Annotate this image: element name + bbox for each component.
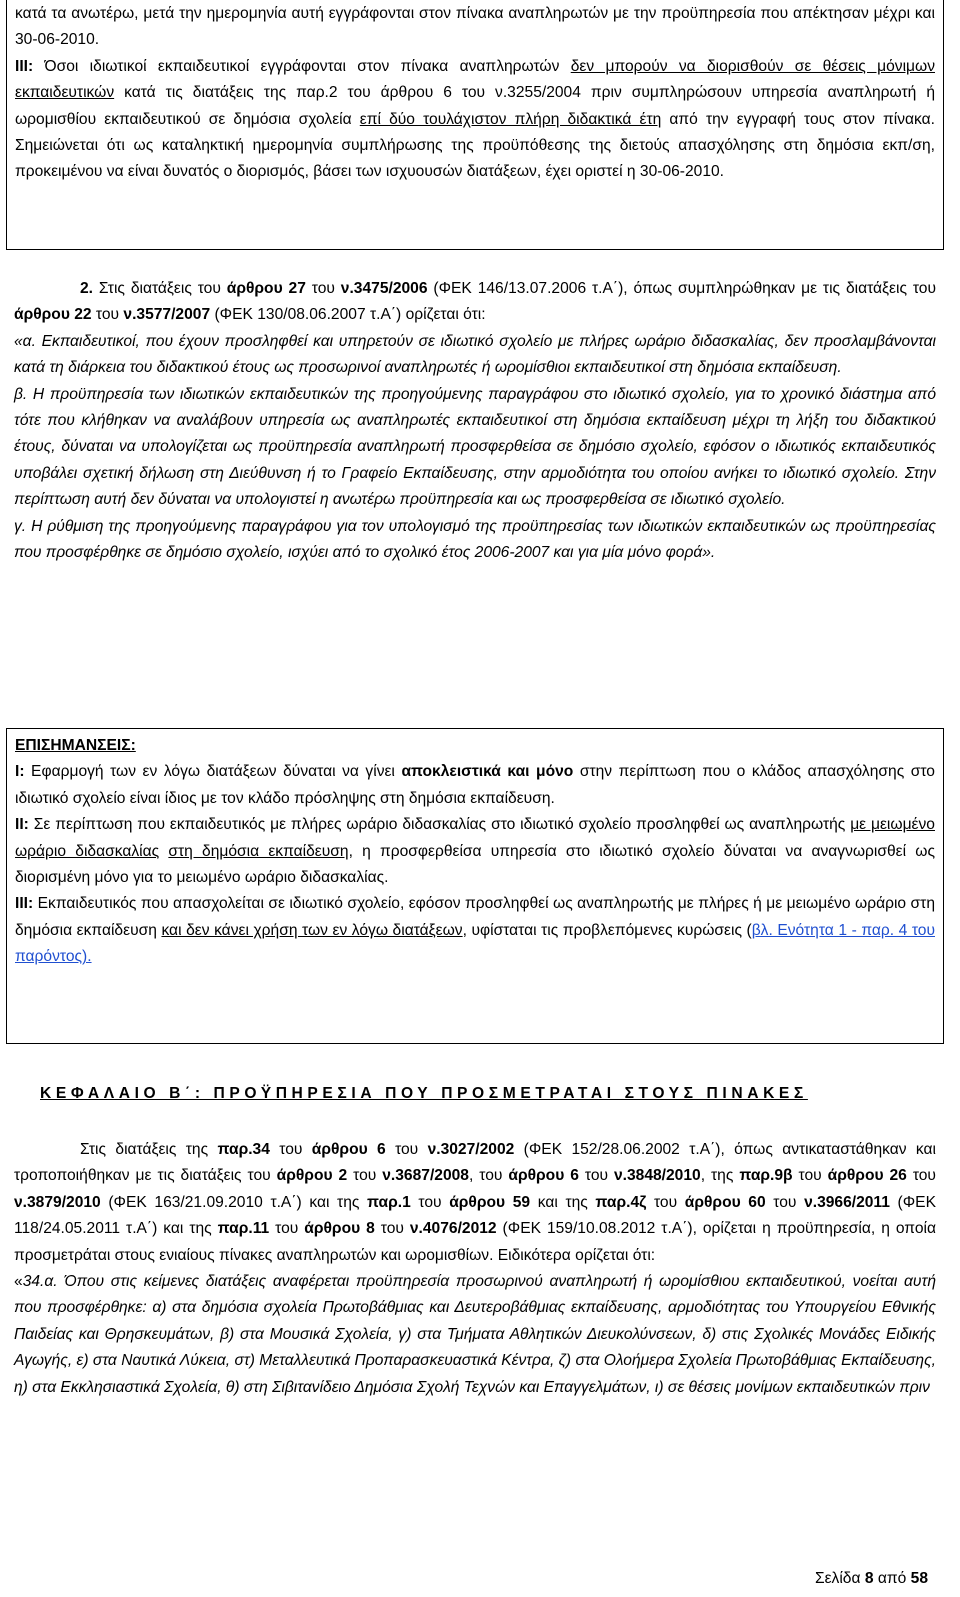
text: , της [700, 1167, 740, 1185]
bold-text: αποκλειστικά και μόνο [401, 763, 574, 781]
clause-beta [14, 382, 936, 514]
text: του [410, 1193, 450, 1211]
text [159, 843, 168, 860]
bold-text: άρθρου 27 [226, 280, 306, 297]
text: και της [530, 1193, 596, 1211]
note-i [15, 759, 935, 812]
bold-text: άρθρου 26 [827, 1167, 907, 1185]
text: του [792, 1167, 828, 1185]
notice-box-continuation [6, 0, 944, 250]
text: (ΦΕΚ 163/21.09.2010 τ.Α΄) και της [100, 1193, 368, 1211]
underlined-text: στη δημόσια εκπαίδευση [168, 842, 349, 860]
italic-text: 34.α. Όπου στις κείμενες διατάξεις αναφέρεται προϋπηρεσία προσωρινού αναπληρωτή ή ωρομίσθιου εκπαιδευτικού, νοείται αυτή που προσφέρθηκε: α) στα δημόσια σχολεία Πρωτοβάθμιας και Δευτεροβάθμιας εκπαίδευσης, αρμοδιότητας του Υπουργείου Εθνικής Παιδείας και Θρησκευμάτων, β) στα Μουσικά Σχολεία, γ) στα Τμήματα Αθλητικών Διευκολύνσεων, δ) στις Σχολικές Μονάδες Ειδικής Αγωγής, ε) στα Ναυτικά Λύκεια, στ) Μεταλλευτικά Προπαρασκευαστικά Κέντρα, ζ) στα Ολοήμερα Σχολεία Πρωτοβάθμιας Εκπαίδευσης, η) στα Εκκλησιαστικά Σχολεία, θ) στη Σιβιτανίδειο Δημόσια Σχολή Τεχνών και Επαγγελμάτων, ι) σε θέσεις μονίμων εκπαιδευτικών πριν [14, 1273, 936, 1396]
underlined-text: και δεν κάνει χρήση των εν λόγω διατάξεων [161, 921, 463, 939]
text: από [873, 1570, 911, 1587]
italic-text: γ. Η ρύθμιση της προηγούμενης παραγράφου για τον υπολογισμό της προϋπηρεσίας των ιδιωτικών εκπαιδευτικών ως προϋπηρεσίας που προσφέρθηκε σε δημόσιο σχολείο, ισχύει από το σχολικό έτος 2006-2007 και για μία μόνο φορά». [14, 517, 936, 562]
bold-text: παρ.1 [367, 1193, 411, 1211]
text: του [305, 280, 341, 297]
text: του [906, 1167, 936, 1185]
bold-text: ν.4076/2012 [409, 1220, 497, 1238]
notes-heading [15, 733, 935, 759]
text: του [385, 1141, 428, 1158]
bold-text: ν.3879/2010 [14, 1193, 101, 1211]
text: , υφίσταται τις προβλεπόμενες κυρώσεις ( [462, 921, 752, 939]
text: του [269, 1141, 312, 1158]
label: ΙΙΙ: [15, 895, 34, 913]
bold-text: άρθρου 6 [311, 1141, 386, 1158]
section-2 [14, 276, 936, 566]
text: Στις διατάξεις της [80, 1141, 218, 1158]
page-number: 8 [864, 1570, 874, 1587]
bold-text: παρ.11 [217, 1220, 270, 1238]
bold-text: ν.3475/2006 [340, 280, 428, 297]
underlined-text: με μειωμένο ωράριο διδασκαλίας [15, 816, 935, 860]
text: του [646, 1193, 685, 1211]
bold-text: άρθρου 22 [14, 306, 92, 324]
text: του [765, 1193, 805, 1211]
note-ii [15, 812, 935, 891]
bold-text: ν.3687/2008 [382, 1167, 469, 1185]
text: (ΦΕΚ 130/08.06.2007 τ.Α΄) ορίζεται ότι: [210, 306, 486, 324]
clause-alpha [14, 329, 936, 382]
bold-text: ν.3027/2002 [427, 1141, 515, 1158]
chapter-intro [14, 1137, 936, 1269]
text: από την εγγραφή τους στον πίνακα. Σημειώνεται ότι ως καταληκτική ημερομηνία συμπλήρωσης της προϋπόθεσης της διετούς απασχόλησης στη δημόσια εκπ/ση, προκειμένου να είναι δυνατός ο διορισμός, βάσει των ισχυουσών διατάξεων, έχει οριστεί η 30-06-2010. [15, 110, 935, 181]
quote-mark: « [14, 1273, 23, 1291]
text: Στις διατάξεις του [93, 280, 227, 297]
text: του [374, 1220, 410, 1238]
clause-34a [14, 1269, 936, 1401]
text: , η προσφερθείσα υπηρεσία στο ιδιωτικό σχολείο δύναται να αναγνωρισθεί ως διορισμένη μόνο για το μειωμένο ωράριο διδασκαλίας. [15, 842, 935, 887]
label: ΙΙΙ: [15, 57, 34, 75]
bold-text: ν.3577/2007 [123, 306, 211, 324]
text: του [347, 1167, 383, 1185]
page-footer [815, 1566, 928, 1592]
bold-text: άρθρου 60 [684, 1193, 766, 1211]
text: κατά τα ανωτέρω, μετά την ημερομηνία αυτή εγγράφονται στον πίνακα αναπληρωτών με την προϋπηρεσία που απέκτησαν μέχρι και 30-06-2010. [15, 5, 935, 49]
italic-text: «α. Εκπαιδευτικοί, που έχουν προσληφθεί και υπηρετούν σε ιδιωτικό σχολείο με πλήρες ωράριο διδασκαλίας, δεν προσλαμβάνονται κατά τη διάρκεια του διδακτικού έτους ως προσωρινοί αναπληρωτές ή ωρομίσθιοι εκπαιδευτικοί στη δημόσια εκπαίδευση. [14, 332, 936, 377]
text: (ΦΕΚ 146/13.07.2006 τ.Α΄), όπως συμπληρώθηκαν με τις διατάξεις του [427, 280, 936, 297]
bold-text: άρθρου 8 [304, 1220, 375, 1238]
bold-text: ν.3848/2010 [613, 1167, 701, 1185]
bold-text: άρθρου 2 [276, 1167, 348, 1185]
chapter-title: ΚΕΦΑΛΑΙΟ Β΄: ΠΡΟΫΠΗΡΕΣΙΑ ΠΟΥ ΠΡΟΣΜΕΤΡΑΤΑΙ ΣΤΟΥΣ ΠΙΝΑΚΕΣ [40, 1085, 808, 1102]
bold-text: παρ.34 [217, 1141, 270, 1158]
text: του [269, 1220, 305, 1238]
notes-box [6, 728, 944, 1044]
text: , του [468, 1167, 509, 1185]
bold-text: παρ.9β [739, 1167, 793, 1185]
page-total: 58 [910, 1570, 928, 1587]
note-iii [15, 891, 935, 970]
section-2-intro [14, 276, 936, 329]
clause-gamma [14, 514, 936, 567]
underlined-text: επί δύο τουλάχιστον πλήρη διδακτικά έτη [359, 110, 662, 128]
text: Εκπαιδευτικός που απασχολείται σε ιδιωτικό σχολείο, εφόσον προσληφθεί ως αναπληρωτής με πλήρες ή με μειωμένο ωράριο στη δημόσια εκπαίδευση [15, 895, 935, 939]
paragraph-iii [15, 54, 935, 186]
bold-text: άρθρου 6 [508, 1167, 579, 1185]
text: του [578, 1167, 614, 1185]
label: Ι: [15, 763, 25, 781]
underlined-text: δεν μπορούν να διορισθούν σε θέσεις μόνιμων εκπαιδευτικών [15, 57, 935, 102]
cross-reference-link[interactable]: βλ. Ενότητα 1 - παρ. 4 του παρόντος). [15, 921, 935, 966]
text: κατά τις διατάξεις της παρ.2 του άρθρου 6 του ν.3255/2004 πριν συμπληρώσουν υπηρεσία αναπληρωτή ή ωρομισθίου εκπαιδευτικού σε δημόσια σχολεία [15, 84, 935, 128]
bold-text: παρ.4ζ [595, 1193, 647, 1211]
text: του [91, 306, 124, 324]
chapter-body [14, 1137, 936, 1401]
italic-text: β. Η προϋπηρεσία των ιδιωτικών εκπαιδευτικών της προηγούμενης παραγράφου στο ιδιωτικό σχολείο, για το χρονικό διάστημα από τότε που κλήθηκαν να αναλάβουν υπηρεσία ως αναπληρωτές εκπαιδευτικοί στη δημόσια εκπαίδευση μέχρι τη λήξη του διδακτικού έτους, δύναται να υπολογίζεται ως προϋπηρεσία αναπληρωτή προσφερθείσα σε δημόσιο σχολείο, εφόσον ο ιδιωτικός εκπαιδευτικός υποβάλει σχετική δήλωση στη Διεύθυνση ή το Γραφείο Εκπαίδευσης, στην αρμοδιότητα του οποίου ανήκει το ιδιωτικό σχολείο. Στην περίπτωση αυτή δεν δύναται να υπολογιστεί η ανωτέρω προϋπηρεσία και ως προσφερθείσα σε ιδιωτικό σχολείο. [14, 385, 936, 509]
text: (ΦΕΚ 152/28.06.2002 τ.Α΄), όπως αντικαταστάθηκαν και τροποποιήθηκαν με τις διατάξεις του [14, 1141, 937, 1185]
heading-text: ΕΠΙΣΗΜΑΝΣΕΙΣ: [15, 737, 136, 754]
text: Εφαρμογή των εν λόγω διατάξεων δύναται να γίνει [24, 763, 402, 781]
text: Σελίδα [814, 1570, 865, 1587]
text: Όσοι ιδιωτικοί εκπαιδευτικοί εγγράφονται στον πίνακα αναπληρωτών [33, 57, 571, 75]
text: (ΦΕΚ 159/10.08.2012 τ.Α΄), ορίζεται η προϋπηρεσία, η οποία προσμετράται στους ενιαίους πίνακες αναπληρωτών και ωρομισθίων. Ειδικότερα ορίζεται ότι: [14, 1220, 936, 1264]
number: 2. [80, 280, 94, 297]
bold-text: ν.3966/2011 [804, 1193, 890, 1211]
text: (ΦΕΚ 118/24.05.2011 τ.Α΄) και της [14, 1193, 936, 1238]
bold-text: άρθρου 59 [449, 1193, 531, 1211]
text: Σε περίπτωση που εκπαιδευτικός με πλήρες ωράριο διδασκαλίας στο ιδιωτικό σχολείο προσληφθεί ως αναπληρωτής [28, 816, 851, 834]
paragraph [15, 1, 935, 54]
label: ΙΙ: [15, 816, 29, 834]
text: στην περίπτωση που ο κλάδος απασχόλησης στο ιδιωτικό σχολείο είναι ίδιος με τον κλάδο πρόσληψης στη δημόσια εκπαίδευση. [15, 763, 935, 807]
